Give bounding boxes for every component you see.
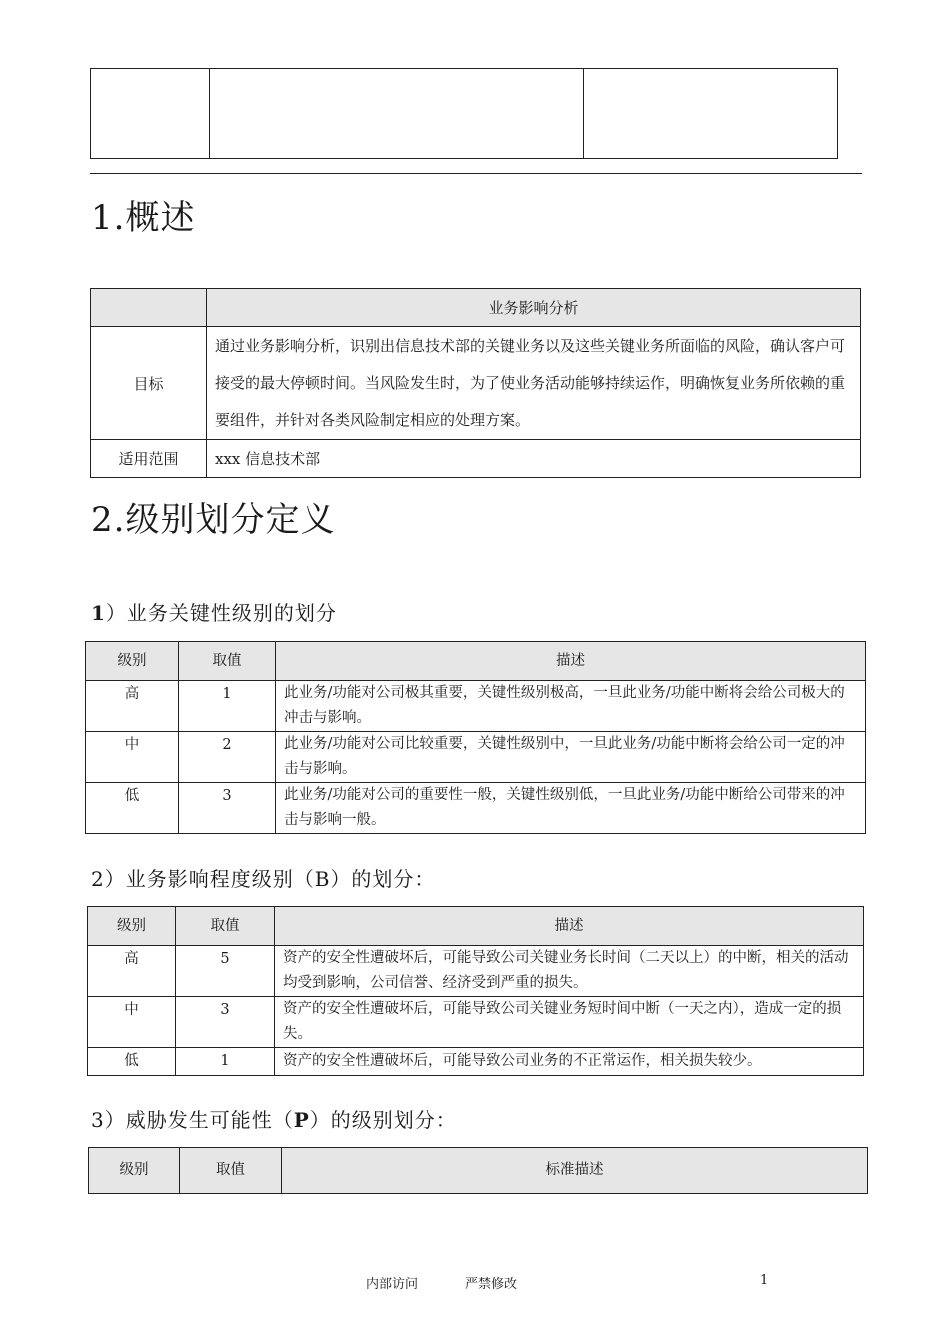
section-title-levels: 2.级别划分定义 [91, 500, 336, 540]
header-table [90, 68, 838, 159]
overview-header: 业务影响分析 [207, 289, 861, 327]
subsection-number: 1 [91, 601, 106, 625]
level-cell: 中 [88, 997, 176, 1048]
table-row [88, 1048, 864, 1076]
value-cell: 3 [179, 783, 276, 834]
section-title-overview: 1.概述 [91, 198, 196, 238]
divider [90, 173, 862, 174]
level-cell: 低 [88, 1048, 176, 1076]
header-cell [91, 69, 210, 159]
desc-cell: 此业务/功能对公司的重要性一般，关键性级别低，一旦此业务/功能中断给公司带来的冲击与影响一般。 [276, 783, 866, 834]
impact-table [87, 906, 864, 1076]
table-row [88, 946, 864, 997]
header-cell [584, 69, 838, 159]
subsection-title-bold: P [293, 1108, 310, 1132]
table-row [86, 732, 866, 783]
desc-cell: 资产的安全性遭破坏后，可能导致公司关键业务长时间（二天以上）的中断，相关的活动均受到影响，公司信誉、经济受到严重的损失。 [275, 946, 864, 997]
likelihood-table [88, 1147, 868, 1194]
value-cell: 2 [179, 732, 276, 783]
overview-header-blank [91, 289, 207, 327]
subsection-title-impact: 2）业务影响程度级别（B）的划分： [91, 867, 436, 891]
value-cell: 1 [179, 681, 276, 732]
value-cell: 3 [176, 997, 275, 1048]
desc-cell: 资产的安全性遭破坏后，可能导致公司业务的不正常运作，相关损失较少。 [275, 1048, 864, 1076]
table-row [86, 783, 866, 834]
value-cell: 5 [176, 946, 275, 997]
col-header-desc: 描述 [275, 907, 864, 946]
col-header-level: 级别 [86, 642, 179, 681]
overview-scope-text: xxx 信息技术部 [207, 440, 861, 478]
value-cell: 1 [176, 1048, 275, 1076]
level-cell: 高 [86, 681, 179, 732]
col-header-value: 取值 [179, 642, 276, 681]
subsection-title-criticality [91, 600, 337, 626]
overview-label-scope: 适用范围 [91, 440, 207, 478]
subsection-title-prefix: 3）威胁发生可能性（ [91, 1108, 294, 1132]
table-row [88, 997, 864, 1048]
header-cell [210, 69, 584, 159]
criticality-table [85, 641, 866, 834]
subsection-title-text: ）业务关键性级别的划分 [105, 601, 337, 625]
level-cell: 高 [88, 946, 176, 997]
overview-table [90, 288, 861, 478]
overview-goal-text: 通过业务影响分析，识别出信息技术部的关键业务以及这些关键业务所面临的风险，确认客户可接受的最大停顿时间。当风险发生时，为了使业务活动能够持续运作，明确恢复业务所依赖的重要组件，并针对各类风险制定相应的处理方案。 [207, 327, 861, 440]
table-row [86, 681, 866, 732]
col-header-level: 级别 [89, 1148, 180, 1194]
col-header-value: 取值 [180, 1148, 282, 1194]
col-header-level: 级别 [88, 907, 176, 946]
level-cell: 中 [86, 732, 179, 783]
subsection-title-suffix: ）的级别划分： [309, 1108, 457, 1132]
subsection-title-likelihood [91, 1107, 457, 1133]
col-header-value: 取值 [176, 907, 275, 946]
desc-cell: 资产的安全性遭破坏后，可能导致公司关键业务短时间中断（一天之内），造成一定的损失。 [275, 997, 864, 1048]
footer-no-modify: 严禁修改 [465, 1277, 518, 1292]
footer-internal-access: 内部访问 [366, 1277, 419, 1292]
desc-cell: 此业务/功能对公司比较重要，关键性级别中，一旦此业务/功能中断将会给公司一定的冲击与影响。 [276, 732, 866, 783]
desc-cell: 此业务/功能对公司极其重要，关键性级别极高，一旦此业务/功能中断将会给公司极大的冲击与影响。 [276, 681, 866, 732]
page-number: 1 [760, 1273, 769, 1288]
col-header-desc: 描述 [276, 642, 866, 681]
overview-label-goal: 目标 [91, 327, 207, 440]
col-header-desc: 标准描述 [282, 1148, 868, 1194]
level-cell: 低 [86, 783, 179, 834]
